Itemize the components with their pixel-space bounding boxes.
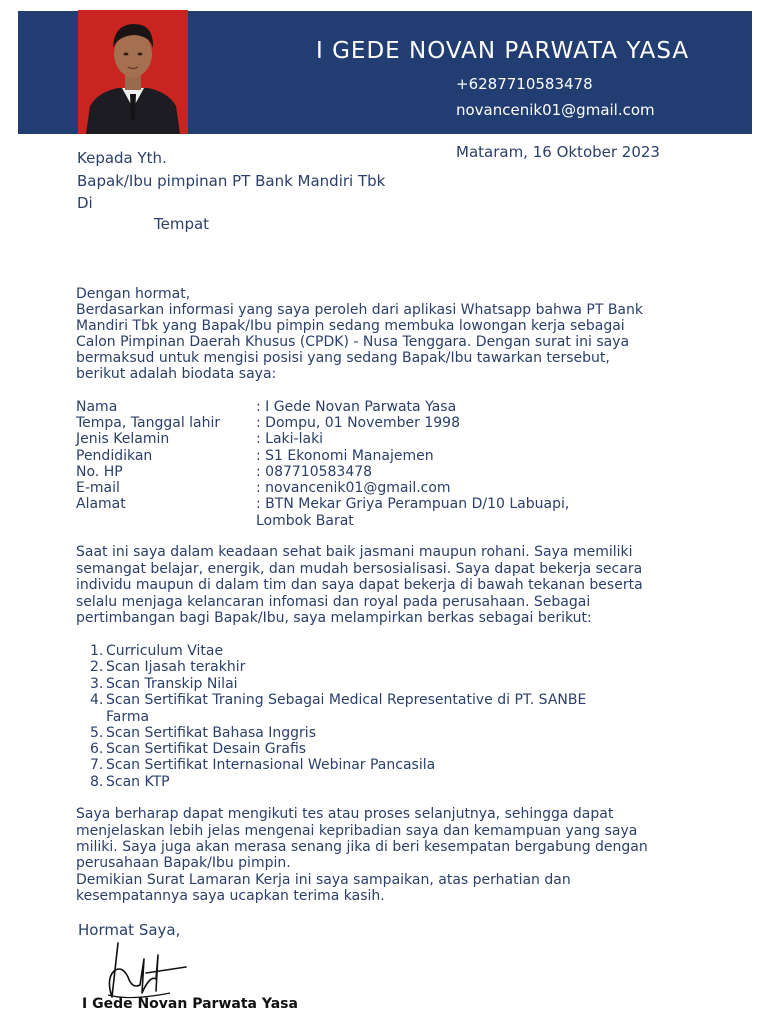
biodata-value: : Laki-laki (256, 431, 324, 447)
list-item: 3. Scan Transkip Nilai (90, 676, 238, 692)
recipient-line: Di (77, 194, 93, 212)
biodata-label: Jenis Kelamin (76, 431, 170, 447)
biodata-value: : BTN Mekar Griya Perampuan D/10 Labuapi, (256, 496, 570, 512)
biodata-row (76, 464, 676, 481)
paragraph-line: semangat belajar, energik, dan mudah bersosialisasi. Saya dapat bekerja secara (76, 561, 643, 577)
recipient-line: Kepada Yth. (77, 149, 167, 167)
paragraph-line: pertimbangan bagi Bapak/Ibu, saya melampirkan berkas sebagai berikut: (76, 610, 592, 626)
closing-line: perusahaan Bapak/Ibu pimpin. (76, 855, 291, 871)
email-address: novancenik01@gmail.com (456, 101, 655, 119)
recipient-line: Tempat (154, 215, 210, 233)
paragraph-line: selalu menjaga kelancaran infomasi dan royal pada perusahaan. Sebagai (76, 594, 591, 610)
intro-line: Dengan hormat, (76, 286, 191, 302)
biodata-row (76, 431, 676, 448)
biodata-value: : 087710583478 (256, 464, 373, 480)
list-item: 4. Scan Sertifikat Traning Sebagai Medical Representative di PT. SANBE (90, 692, 587, 708)
intro-line: berikut adalah biodata saya: (76, 366, 277, 382)
biodata-row (76, 415, 676, 432)
biodata-row (76, 480, 676, 497)
biodata-label: No. HP (76, 464, 123, 480)
list-item: 6. Scan Sertifikat Desain Grafis (90, 741, 307, 757)
list-item: 5. Scan Sertifikat Bahasa Inggris (90, 725, 316, 741)
phone-number: +6287710583478 (456, 75, 593, 93)
intro-line: Berdasarkan informasi yang saya peroleh dari aplikasi Whatsapp bahwa PT Bank (76, 302, 643, 318)
biodata-label: Nama (76, 399, 118, 415)
biodata-value: : Dompu, 01 November 1998 (256, 415, 460, 431)
biodata-row (76, 496, 676, 513)
biodata-label: Tempa, Tanggal lahir (76, 415, 221, 431)
closing-line: Demikian Surat Lamaran Kerja ini saya sampaikan, atas perhatian dan (76, 872, 571, 888)
biodata-value: : I Gede Novan Parwata Yasa (256, 399, 457, 415)
paragraph-line: individu maupun di dalam tim dan saya dapat bekerja di bawah tekanan beserta (76, 577, 643, 593)
intro-line: bermaksud untuk mengisi posisi yang sedang Bapak/Ibu tawarkan tersebut, (76, 350, 610, 366)
biodata-value: : novancenik01@gmail.com (256, 480, 451, 496)
list-item: 2. Scan Ijasah terakhir (90, 659, 246, 675)
biodata-label: Pendidikan (76, 448, 153, 464)
applicant-name: I GEDE NOVAN PARWATA YASA (316, 38, 690, 64)
list-item: 7. Scan Sertifikat Internasional Webinar Pancasila (90, 757, 436, 773)
biodata-row (76, 399, 676, 416)
signature-name: I Gede Novan Parwata Yasa (82, 996, 298, 1012)
recipient-line: Bapak/Ibu pimpinan PT Bank Mandiri Tbk (77, 172, 386, 190)
intro-line: Mandiri Tbk yang Bapak/Ibu pimpin sedang membuka lowongan kerja sebagai (76, 318, 625, 334)
intro-line: Calon Pimpinan Daerah Khusus (CPDK) - Nusa Tenggara. Dengan surat ini saya (76, 334, 630, 350)
closing-line: miliki. Saya juga akan merasa senang jika di beri kesempatan bergabung dengan (76, 839, 648, 855)
biodata-row (76, 448, 676, 465)
biodata-value: : S1 Ekonomi Manajemen (256, 448, 434, 464)
biodata-row (76, 513, 676, 530)
closing-line: kesempatannya saya ucapkan terima kasih. (76, 888, 385, 904)
profile-photo (78, 10, 188, 134)
salutation: Hormat Saya, (78, 921, 181, 939)
closing-line: Saya berharap dapat mengikuti tes atau proses selanjutnya, sehingga dapat (76, 806, 614, 822)
paragraph-line: Saat ini saya dalam keadaan sehat baik jasmani maupun rohani. Saya memiliki (76, 544, 633, 560)
biodata-label: E-mail (76, 480, 120, 496)
list-item: 8. Scan KTP (90, 774, 170, 790)
closing-line: menjelaskan lebih jelas mengenai kepribadian saya dan kemampuan yang saya (76, 823, 638, 839)
biodata-label: Alamat (76, 496, 126, 512)
letter-date: Mataram, 16 Oktober 2023 (456, 143, 660, 161)
list-item: 1. Curriculum Vitae (90, 643, 224, 659)
biodata-value: Lombok Barat (256, 513, 354, 529)
list-item: Farma (106, 709, 150, 725)
